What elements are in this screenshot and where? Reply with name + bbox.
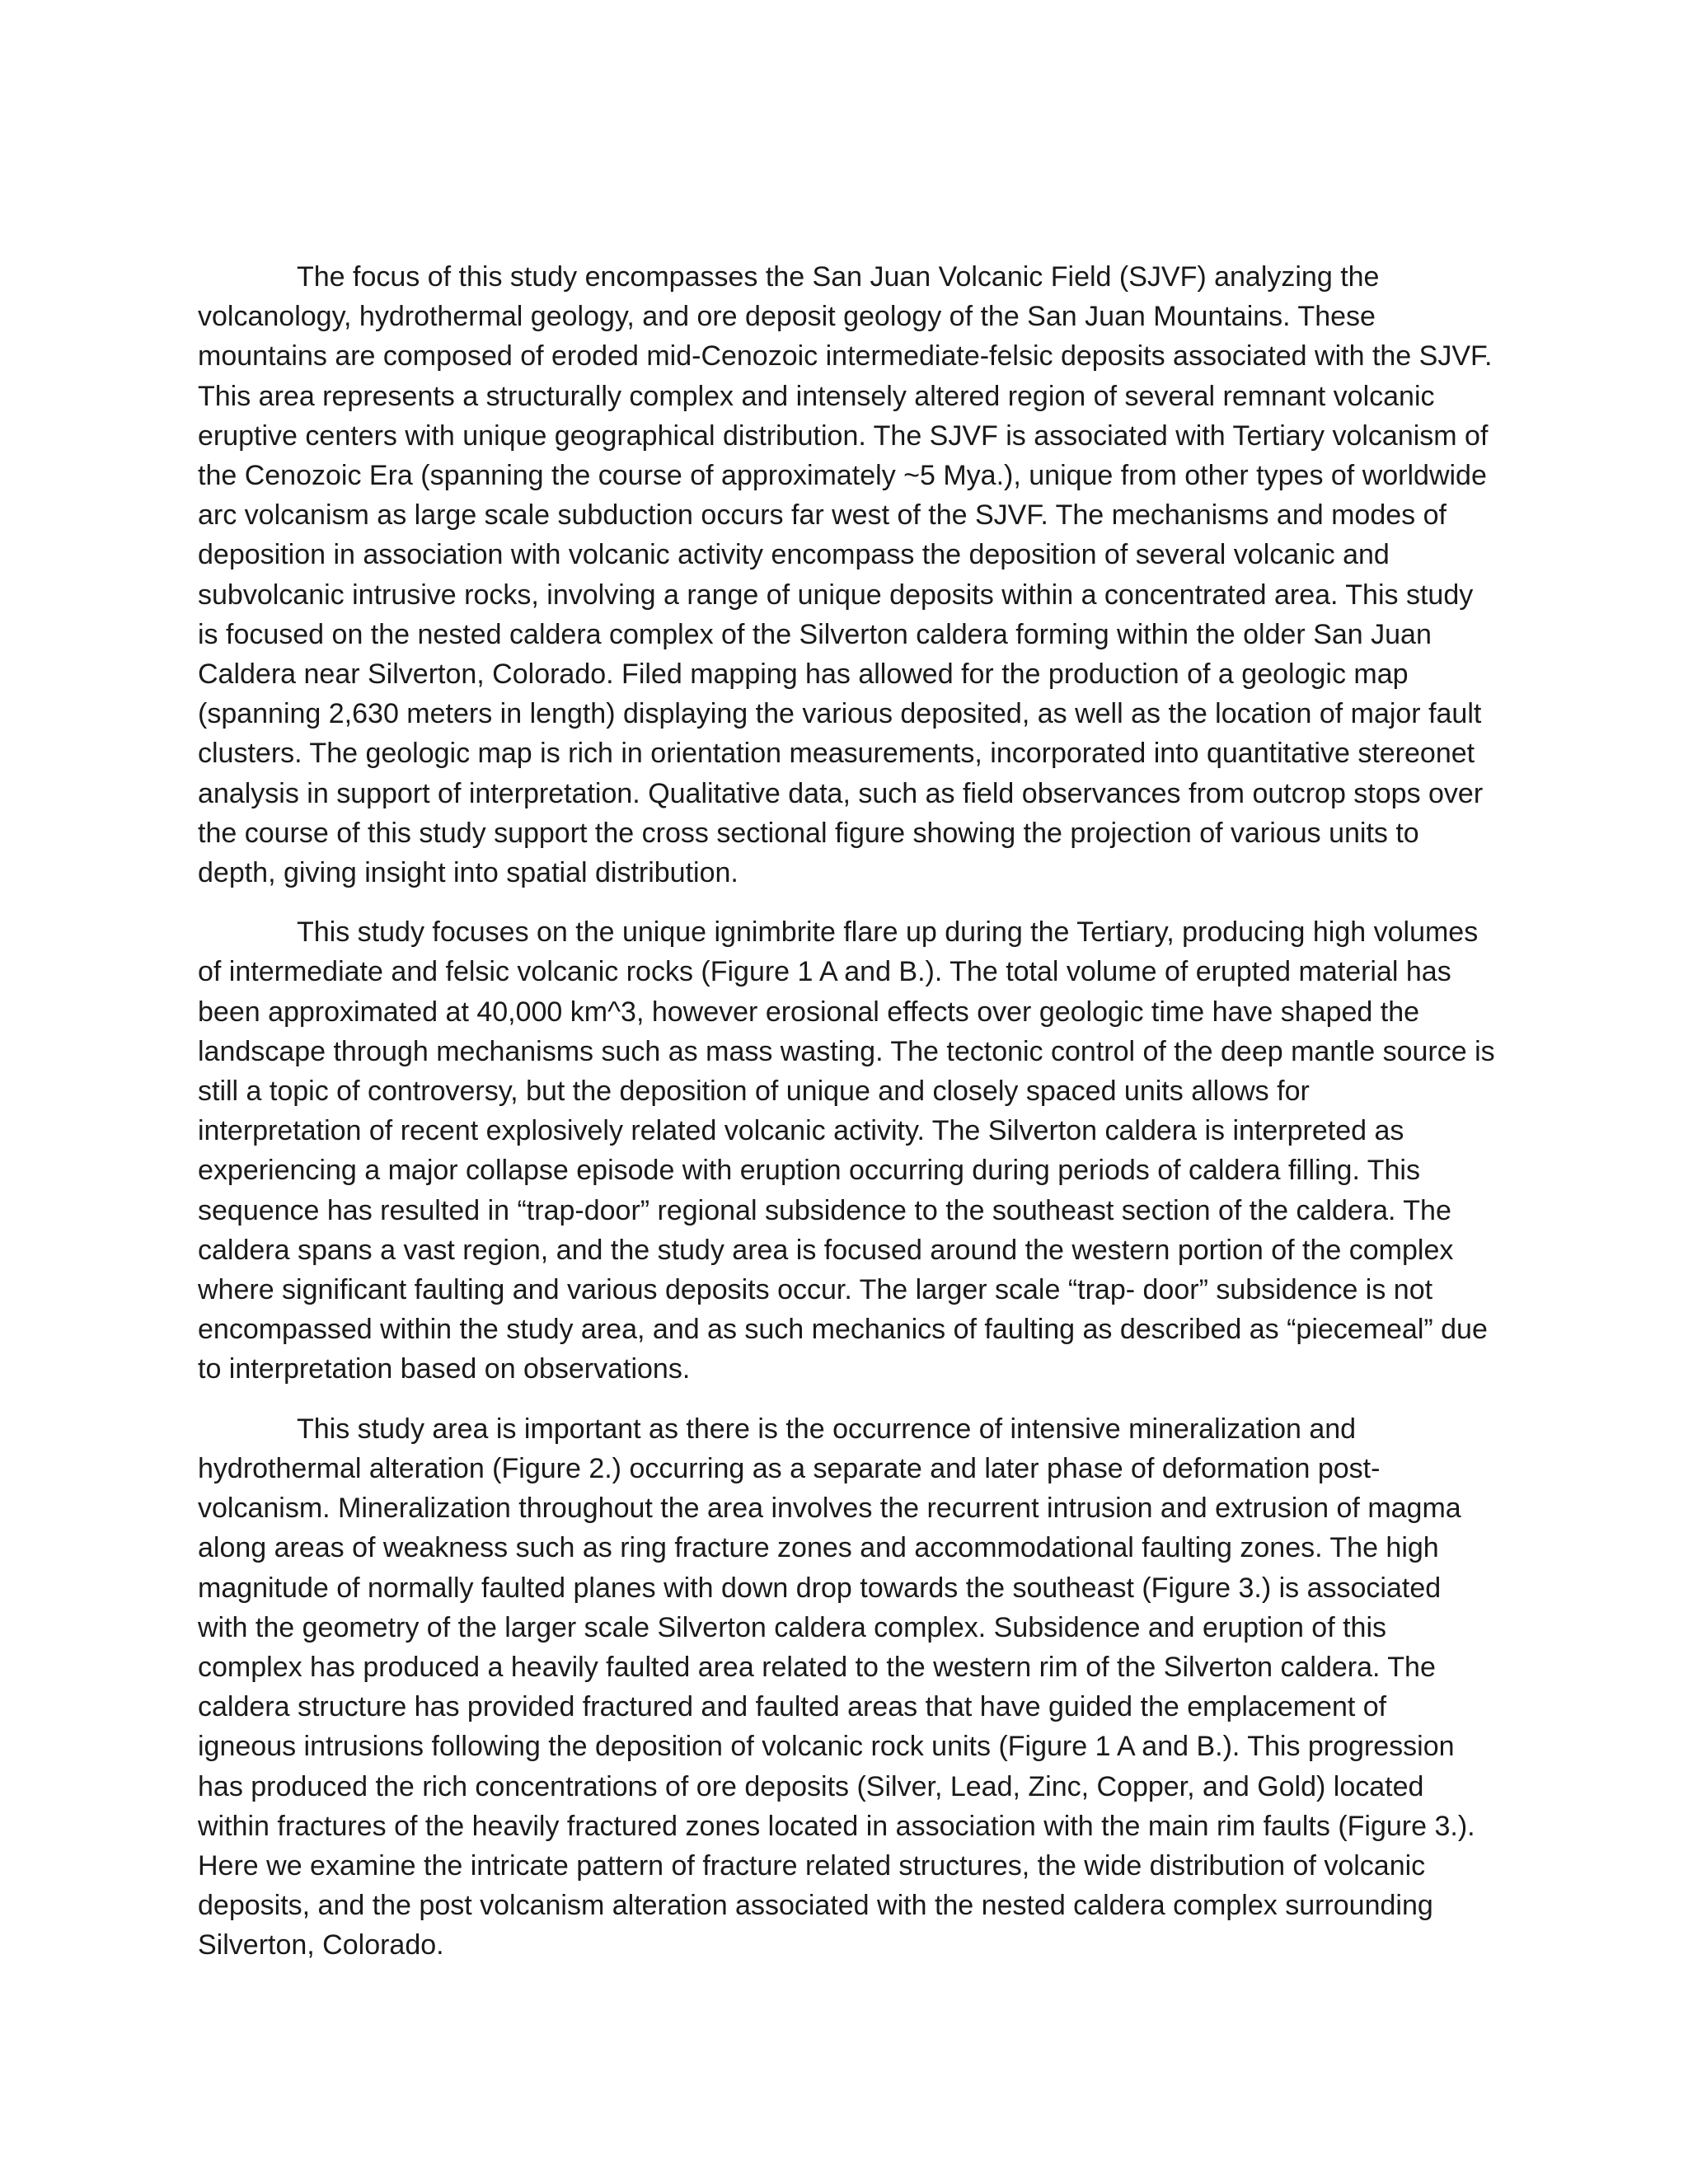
text-line: is focused on the nested caldera complex of the Silverton caldera forming within the older San Juan (198, 618, 1432, 650)
text-line: This study focuses on the unique ignimbrite flare up during the Tertiary, producing high volumes (297, 916, 1479, 949)
text-line: interpretation of recent explosively related volcanic activity. The Silverton caldera is interpreted as (198, 1115, 1404, 1147)
paragraph-3 (198, 1409, 1484, 1966)
text-line: complex has produced a heavily faulted area related to the western rim of the Silverton caldera. The (198, 1651, 1436, 1683)
text-line: mountains are composed of eroded mid-Cenozoic intermediate-felsic deposits associated with the SJVF. (198, 340, 1493, 373)
text-line: of intermediate and felsic volcanic rocks (Figure 1 A and B.). The total volume of erupted material has (198, 956, 1451, 988)
text-line: clusters. The geologic map is rich in orientation measurements, incorporated into quantitative stereonet (198, 738, 1475, 770)
text-line: landscape through mechanisms such as mass wasting. The tectonic control of the deep mantle source is (198, 1035, 1495, 1067)
text-line: hydrothermal alteration (Figure 2.) occurring as a separate and later phase of deformation post- (198, 1452, 1381, 1484)
text-line: the course of this study support the cross sectional figure showing the projection of various units to (198, 817, 1419, 849)
text-line: igneous intrusions following the deposition of volcanic rock units (Figure 1 A and B.). This progression (198, 1731, 1455, 1763)
text-line: encompassed within the study area, and as such mechanics of faulting as described as “piecemeal” due (198, 1314, 1488, 1346)
text-line: This study area is important as there is the occurrence of intensive mineralization and (297, 1413, 1357, 1445)
text-line: depth, giving insight into spatial distribution. (198, 857, 738, 889)
paragraph-2 (198, 912, 1495, 1389)
text-line: The focus of this study encompasses the San Juan Volcanic Field (SJVF) analyzing the (297, 261, 1380, 293)
text-line: This area represents a structurally complex and intensely altered region of several remnant volcanic (198, 380, 1435, 412)
text-line: volcanology, hydrothermal geology, and ore deposit geology of the San Juan Mountains. These (198, 301, 1376, 333)
text-line: deposits, and the post volcanism alteration associated with the nested caldera complex surrounding (198, 1890, 1433, 1922)
text-line: analysis in support of interpretation. Qualitative data, such as field observances from outcrop stops over (198, 777, 1484, 809)
text-line: Caldera near Silverton, Colorado. Filed mapping has allowed for the production of a geologic map (198, 658, 1409, 691)
text-line: (spanning 2,630 meters in length) displaying the various deposited, as well as the location of major fault (198, 698, 1482, 730)
text-line: Here we examine the intricate pattern of fracture related structures, the wide distribution of volcanic (198, 1849, 1426, 1882)
text-line: with the geometry of the larger scale Silverton caldera complex. Subsidence and eruption of this (198, 1611, 1387, 1643)
body-text (198, 257, 1495, 1985)
text-line: volcanism. Mineralization throughout the area involves the recurrent intrusion and extrusion of magma (198, 1493, 1461, 1525)
text-line: experiencing a major collapse episode with eruption occurring during periods of caldera filling. This (198, 1155, 1420, 1187)
text-line: been approximated at 40,000 km^3, however erosional effects over geologic time have shaped the (198, 996, 1420, 1028)
text-line: Silverton, Colorado. (198, 1929, 444, 1961)
text-line: magnitude of normally faulted planes with down drop towards the southeast (Figure 3.) is associated (198, 1572, 1442, 1604)
text-line: subvolcanic intrusive rocks, involving a range of unique deposits within a concentrated area. This study (198, 579, 1474, 611)
paragraph-1 (198, 257, 1493, 893)
text-line: the Cenozoic Era (spanning the course of approximately ~5 Mya.), unique from other types of worldwide (198, 460, 1487, 492)
text-line: within fractures of the heavily fractured zones located in association with the main rim faults (Figure 3.). (198, 1810, 1475, 1842)
text-line: has produced the rich concentrations of ore deposits (Silver, Lead, Zinc, Copper, and Gold) located (198, 1770, 1424, 1802)
text-line: sequence has resulted in “trap-door” regional subsidence to the southeast section of the caldera. The (198, 1194, 1451, 1226)
text-line: deposition in association with volcanic activity encompass the deposition of several volcanic and (198, 539, 1390, 571)
text-line: along areas of weakness such as ring fracture zones and accommodational faulting zones. The high (198, 1532, 1439, 1564)
text-line: arc volcanism as large scale subduction occurs far west of the SJVF. The mechanisms and modes of (198, 499, 1447, 532)
text-line: where significant faulting and various deposits occur. The larger scale “trap- door” subsidence is not (198, 1274, 1433, 1306)
text-line: to interpretation based on observations. (198, 1353, 691, 1385)
text-line: still a topic of controversy, but the deposition of unique and closely spaced units allows for (198, 1076, 1310, 1108)
text-line: eruptive centers with unique geographical distribution. The SJVF is associated with Tertiary volcanism of (198, 419, 1489, 452)
text-line: caldera structure has provided fractured and faulted areas that have guided the emplacement of (198, 1691, 1387, 1723)
text-line: caldera spans a vast region, and the study area is focused around the western portion of the complex (198, 1234, 1454, 1266)
